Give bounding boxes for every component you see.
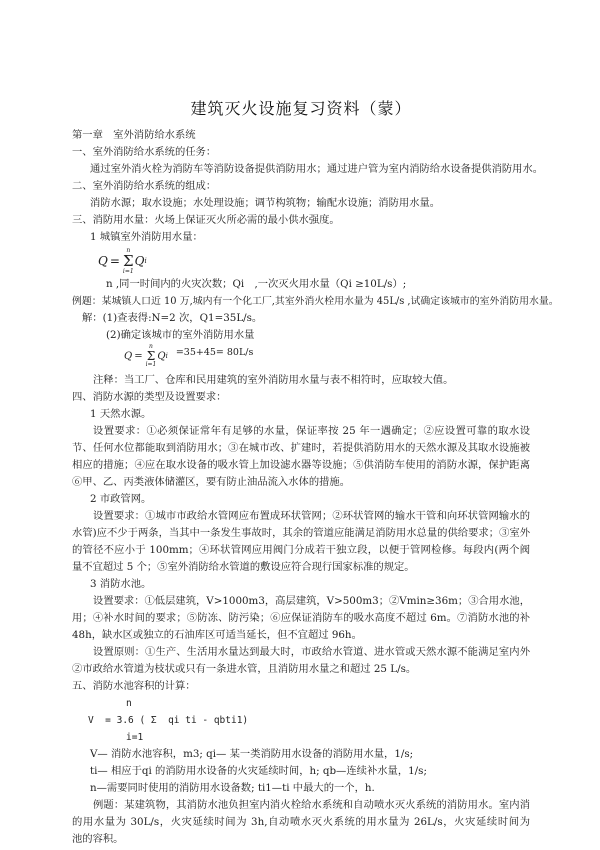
formula-eq: = [134,350,143,362]
definition-line: V— 消防水池容积，m3; qi— 某一类消防用水设备的消防用水量，1/s; [90,748,414,760]
formula-lhs: Q [124,350,133,362]
sigma-symbol [146,344,157,368]
example-1: 例题：某城镇人口近 10 万,城内有一个化工厂,其室外消火栓用水量为 45L/s ,试确定该城市的室外消防用水量。 [72,296,559,307]
formula-q-result [72,344,530,368]
document-title: 建筑灭火设施复习资料（蒙） [190,99,412,118]
natural-source-line: 节、任何水位都能取到消防用水；③在城市改、扩建时，若提供消防用水的天然水源及其取水设施被 [72,442,530,454]
natural-source-line: 相应的措施；④应在取水设备的吸水管上加设滤水器等设施；⑤供消防车使用的消防水源，保护距离 [72,459,530,471]
n-description: n ,同一时间内的火灾次数；Qi ,一次灭火用水量（Qi ≥10L/s）; [106,278,407,290]
formula-v: V = 3.6 ( Σ qi ti - qbti1) [88,715,249,726]
formula-q-sum [72,246,530,276]
formula-v-upper: n [126,698,132,709]
formula-term: Q [157,350,166,362]
sigma-lower: i=1 [122,267,134,275]
chapter-heading: 第一章 室外消防给水系统 [72,129,196,141]
fire-pool-principle-line: ②市政给水管道为枝状或只有一条进水管，且消防用水量之和超过 25 L/s。 [72,663,417,675]
sigma-upper: n [149,343,153,350]
sigma-lower: i=1 [145,361,157,368]
municipal-network-line: 量不宜超过 5 个；⑤室外消防给水管道的敷设应符合现行国家标准的规定。 [72,561,415,573]
example-2-line: 池的容积。 [72,833,124,845]
fire-pool-line: 用；④补水时间的要求；⑤防冻、防污染；⑥应保证消防车的吸水高度不超过 6m。⑦消防水池的补 [72,612,530,624]
sigma-upper: n [126,246,131,254]
formula-lhs: Q [98,254,108,268]
document-page [72,96,559,848]
formula-term: Q [134,254,145,268]
section-2-body: 消防水源；取水设施；水处理设施；调节构筑物；输配水设施；消防用水量。 [90,197,441,209]
formula-sub: i [144,257,147,265]
natural-source-heading: 1 天然水源。 [90,408,152,420]
formula-result: =35+45= 80L/s [175,346,254,358]
note: 注释：当工厂、仓库和民用建筑的室外消防用水量与表不相符时，应取较大值。 [93,374,454,386]
fire-pool-principle-line: 设置原则：①生产、生活用水量达到最大时，市政给水管道、进水管或天然水源不能满足室内外 [93,646,530,658]
example-2-line: 例题：某建筑物，其消防水池负担室内消火栓给水系统和自动喷水灭火系统的消防用水。室内消 [93,799,530,811]
section-1-heading: 一、室外消防给水系统的任务： [72,146,217,158]
definition-line: n—需要同时使用的消防用水设备数; ti1—ti 中最大的一个，h. [90,782,375,794]
municipal-network-line: 的管径不应小于 100mm；④环状管网应用阀门分成若干独立段，以便于管网检修。每段内(两个阀 [72,544,530,556]
municipal-network-heading: 2 市政管网。 [90,493,152,505]
section-4-heading: 四、消防水源的类型及设置要求： [72,391,227,403]
section-2-heading: 二、室外消防给水系统的组成： [72,180,217,192]
fire-pool-line: 48h，缺水区或独立的石油库区可适当延长，但不宜超过 96h。 [72,629,362,641]
example-2-line: 的用水量为 30L/s，火灾延续时间为 3h,自动喷水灭火系统的用水量为 26L/s，火灾延续时间为 [72,816,530,828]
natural-source-line: ⑥甲、乙、丙类液体储灌区，要有防止油品流入水体的措施。 [72,476,351,488]
definition-line: ti— 相应于qi 的消防用水设备的火灾延续时间，h; qb—连续补水量，1/s; [90,765,427,777]
section-3-sub-1: 1 城镇室外消防用水量： [90,231,203,243]
fire-pool-heading: 3 消防水池。 [90,578,152,590]
municipal-network-line: 水管)应不少于两条，当其中一条发生事故时，其余的管道应能满足消防用水总量的供给要求；③室外 [72,527,530,539]
sigma: Σ [146,349,156,363]
formula-v-lower: i=1 [126,732,144,743]
municipal-network-line: 设置要求：①城市市政给水管网应布置成环状管网；②环状管网的输水干管和向环状管网输水的 [93,510,530,522]
solution-step-2: (2)确定该城市的室外消防用水量 [106,329,255,341]
formula-sub: i [165,352,168,360]
section-5-heading: 五、消防水池容积的计算： [72,680,196,692]
formula-eq: = [109,254,120,268]
natural-source-line: 设置要求：①必须保证常年有足够的水量，保证率按 25 年一遇确定；②应设置可靠的取水设 [93,425,530,437]
sigma-symbol [123,248,134,275]
fire-pool-line: 设置要求：①低层建筑，V>1000m3，高层建筑，V>500m3；②Vmin≥36m；③合用水池， [93,595,530,607]
section-1-body: 通过室外消火栓为消防车等消防设备提供消防用水；通过进户管为室内消防给水设备提供消防用水。 [90,163,544,175]
solution-step-1: 解：(1)查表得:N=2 次，Q1=35L/s。 [82,312,263,324]
sigma: Σ [122,251,134,270]
section-3-heading: 三、消防用水量：火场上保证灭火所必需的最小供水强度。 [72,214,340,226]
